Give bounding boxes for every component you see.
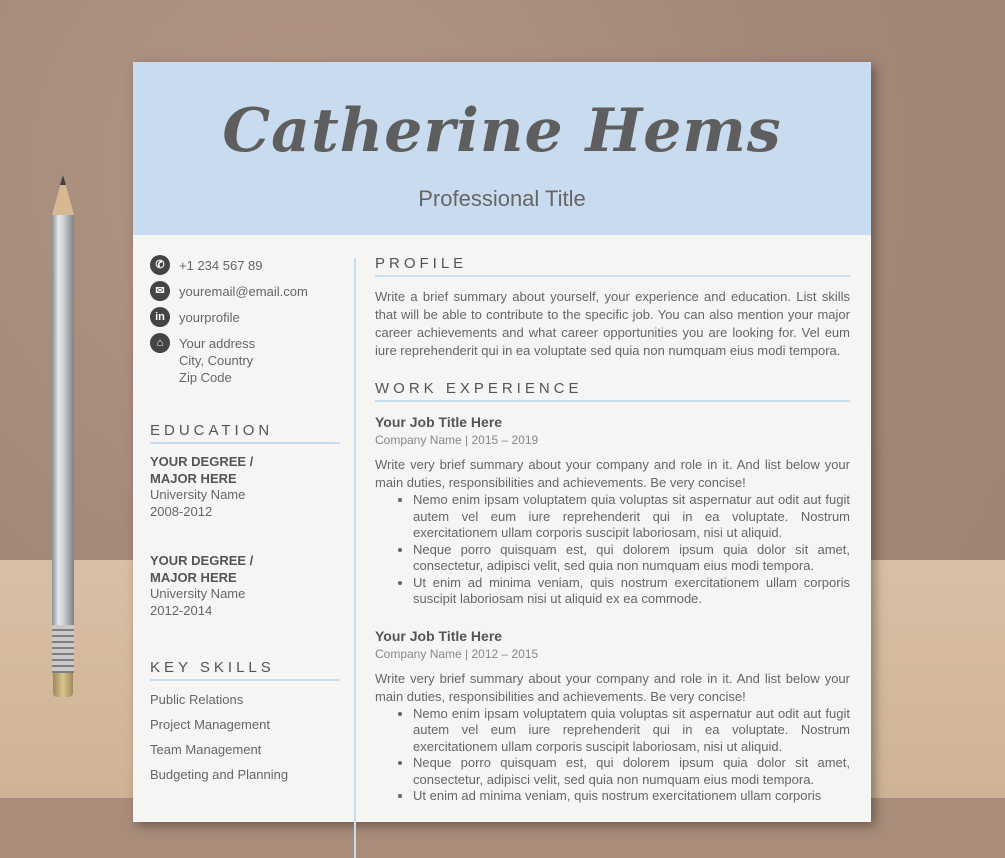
job-title: Your Job Title Here bbox=[375, 414, 503, 430]
school-name: University Name bbox=[150, 487, 246, 502]
education-item bbox=[150, 553, 340, 619]
contact-phone bbox=[150, 255, 340, 275]
left-column bbox=[150, 255, 340, 787]
school-name: University Name bbox=[150, 586, 246, 601]
profile-text: yourprofile bbox=[179, 310, 240, 325]
degree-line1: YOUR DEGREE / bbox=[150, 553, 254, 568]
degree-line2: MAJOR HERE bbox=[150, 569, 237, 585]
job-entry bbox=[375, 628, 850, 805]
pencil-icon bbox=[52, 175, 74, 703]
address-text bbox=[179, 333, 255, 386]
school-years: 2008-2012 bbox=[150, 503, 213, 519]
education-item bbox=[150, 454, 340, 520]
job-bullet: • Neque porro quisquam est, qui dolorem ipsum quia dolor sit amet, consectetur, adipisci velit, sed quia non numquam eius modi tempora. bbox=[413, 755, 850, 788]
contact-address bbox=[150, 333, 340, 386]
pencil-body bbox=[52, 215, 74, 625]
pencil-lead bbox=[60, 175, 66, 185]
job-bullets bbox=[375, 492, 850, 608]
degree-line2: MAJOR HERE bbox=[150, 470, 237, 486]
column-divider bbox=[354, 258, 356, 858]
job-entry bbox=[375, 414, 850, 608]
job-company: Company Name | 2015 – 2019 bbox=[375, 433, 539, 447]
skills-list bbox=[150, 687, 340, 787]
job-summary: Write very brief summary about your company and role in it. And list below your main duties, responsibilities and achievements. Be very concise! bbox=[375, 670, 850, 704]
school-years: 2012-2014 bbox=[150, 602, 213, 618]
professional-title: Professional Title bbox=[418, 186, 586, 211]
pencil-ferrule bbox=[52, 625, 74, 673]
phone-icon: ✆ bbox=[150, 255, 170, 275]
right-column bbox=[375, 255, 850, 805]
skill-item: Project Management bbox=[150, 717, 270, 732]
skill-item: Public Relations bbox=[150, 692, 244, 707]
phone-text: +1 234 567 89 bbox=[179, 258, 263, 273]
resume-header bbox=[133, 62, 871, 235]
job-bullet: • Nemo enim ipsam voluptatem quia voluptas sit aspernatur aut odit aut fugit autem vel eum iure reprehenderit qui in ea voluptate. Nostrum exercitationem ullam corporis suscipit laboriosam, nisi ut aliquid. bbox=[413, 492, 850, 542]
job-bullets bbox=[375, 706, 850, 805]
profile-text: Write a brief summary about yourself, your experience and education. List skills that will be able to contribute to the specific job. You can also mention your major career achievements and what career opportunities you are looking for. Vel eum iure reprehenderit qui in ea voluptate sed quia non numquam eius modi tempora. bbox=[375, 289, 850, 358]
address-line3: Zip Code bbox=[179, 370, 232, 385]
address-line2: City, Country bbox=[179, 353, 254, 368]
skills-heading: KEY SKILLS bbox=[150, 659, 340, 681]
contact-email bbox=[150, 281, 340, 301]
job-bullet: • Neque porro quisquam est, qui dolorem ipsum quia dolor sit amet, consectetur, adipisci velit, sed quia non numquam eius modi tempora. bbox=[413, 542, 850, 575]
job-title: Your Job Title Here bbox=[375, 627, 503, 644]
education-heading: EDUCATION bbox=[150, 422, 340, 444]
contact-profile bbox=[150, 307, 340, 327]
degree-line1: YOUR DEGREE / bbox=[150, 454, 254, 469]
pencil-eraser bbox=[53, 673, 73, 697]
job-bullet: • Nemo enim ipsam voluptatem quia voluptas sit aspernatur aut odit aut fugit autem vel eum iure reprehenderit qui in ea voluptate. Nostrum exercitationem ullam corporis suscipit laboriosam, nisi ut aliquid. bbox=[413, 706, 850, 756]
job-bullet: • Ut enim ad minima veniam, quis nostrum exercitationem ullam corporis suscipit laboriosam nisi ut aliquid ex ea commode. bbox=[413, 575, 850, 608]
skill-item: Budgeting and Planning bbox=[150, 767, 289, 782]
home-icon: ⌂ bbox=[150, 333, 170, 353]
skill-item: Team Management bbox=[150, 742, 262, 757]
email-text: youremail@email.com bbox=[179, 284, 308, 299]
resume-page bbox=[133, 62, 871, 822]
linkedin-icon: in bbox=[150, 307, 170, 327]
job-summary: Write very brief summary about your company and role in it. And list below your main duties, responsibilities and achievements. Be very concise! bbox=[375, 457, 850, 490]
resume-name: Catherine Hems bbox=[222, 96, 782, 166]
job-bullet: • Ut enim ad minima veniam, quis nostrum exercitationem ullam corporis bbox=[413, 788, 850, 805]
job-company: Company Name | 2012 – 2015 bbox=[375, 646, 539, 661]
profile-heading: PROFILE bbox=[375, 255, 850, 277]
address-line1: Your address bbox=[179, 336, 256, 351]
email-icon: ✉ bbox=[150, 281, 170, 301]
work-heading: WORK EXPERIENCE bbox=[375, 380, 850, 402]
